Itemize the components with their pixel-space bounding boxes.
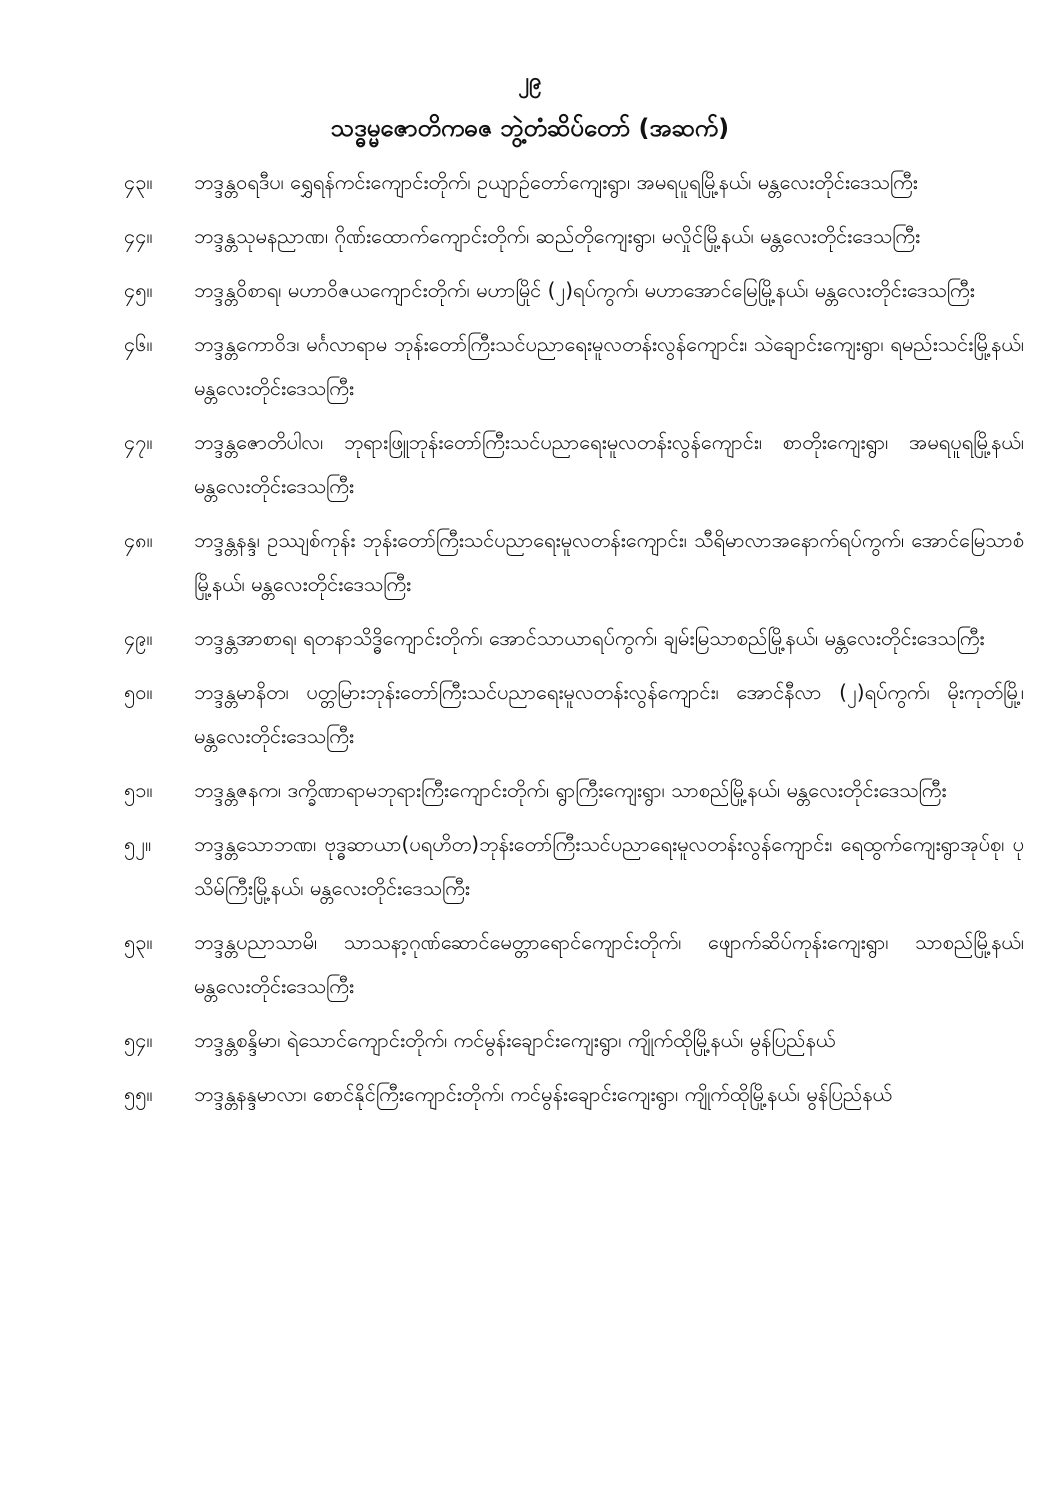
list-item (124, 616, 1024, 660)
list-item (124, 322, 1024, 410)
page-title: သဒ္ဓမ္မဇောတိကဓဇ ဘွဲ့တံဆိပ်တော် (အဆက်) (330, 114, 730, 142)
list-item (124, 268, 1024, 312)
list-item (124, 670, 1024, 758)
entry-text: ဘဒ္ဒန္တစန္ဒိမာ၊ ရဲသောင်ကျောင်းတိုက်၊ ကင်မွန်းချောင်းကျေးရွာ၊ ကျိုက်ထိုမြို့နယ်၊ မွန်ပြည်နယ် (194, 1028, 836, 1052)
list-item (124, 1072, 1024, 1116)
entry-text: ဘဒ္ဒန္တဇနက၊ ဒက္ခိဏာရာမဘုရားကြီးကျောင်းတိုက်၊ ရွာကြီးကျေးရွာ၊ သာစည်မြို့နယ်၊ မန္တလေးတိုင်းဒေသကြီး (194, 778, 947, 802)
entry-text: ဘဒ္ဒန္တဝိစာရ၊ မဟာဝိဇယကျောင်းတိုက်၊ မဟာမြိုင် (၂)ရပ်ကွက်၊ မဟာအောင်မြေမြို့နယ်၊ မန္တလေးတိုင်းဒေသကြီး (194, 278, 975, 302)
list-item (124, 822, 1024, 910)
entry-text: ဘဒ္ဒန္တသုမနညာဏ၊ ဂိုဏ်းထောက်ကျောင်းတိုက်၊ ဆည်တိုကျေးရွာ၊ မလှိုင်မြို့နယ်၊ မန္တလေးတိုင်းဒေသကြီး (194, 224, 921, 248)
entry-text: ဘဒ္ဒန္တအာစာရ၊ ရတနာသိဒ္ဓိကျောင်းတိုက်၊ အောင်သာယာရပ်ကွက်၊ ချမ်းမြသာစည်မြို့နယ်၊ မန္တလေးတိုင်းဒေသကြီး (194, 626, 985, 650)
entry-number: ၅၃။ (124, 930, 153, 954)
entry-number: ၄၇။ (124, 430, 153, 454)
entry-number: ၄၃။ (124, 170, 153, 194)
entry-number: ၅၄။ (124, 1028, 153, 1052)
list-item (124, 160, 1024, 204)
entry-number: ၄၈။ (124, 528, 153, 552)
entry-text: ဘဒ္ဒန္တသောဘဏ၊ ဗုဒ္ဓဆာယာ(ပရဟိတ)ဘုန်းတော်ကြီးသင်ပညာရေးမူလတန်းလွန်ကျောင်း၊ ရေထွက်ကျေးရွာအုပ်စု၊ ပုသိမ်ကြီးမြို့နယ်၊ မန္တလေးတိုင်းဒေသကြီး (194, 832, 1024, 900)
entry-text: ဘဒ္ဒန္တနန္ဒမာလာ၊ စောင်နိုင်ကြီးကျောင်းတိုက်၊ ကင်မွန်းချောင်းကျေးရွာ၊ ကျိုက်ထိုမြို့နယ်၊ မွန်ပြည်နယ် (194, 1082, 892, 1106)
list-item (124, 768, 1024, 812)
list-item (124, 420, 1024, 508)
list-item (124, 1018, 1024, 1062)
entry-text: ဘဒ္ဒန္တမာနိတ၊ ပတ္တမြားဘုန်းတော်ကြီးသင်ပညာရေးမူလတန်းလွန်ကျောင်း၊ အောင်နီလာ (၂)ရပ်ကွက်၊ မိုးကုတ်မြို့၊ မန္တလေးတိုင်းဒေသကြီး (194, 680, 1024, 748)
list-item (124, 518, 1024, 606)
page-number: ၂၉ (518, 69, 542, 94)
entry-number: ၄၄။ (124, 224, 153, 248)
list-item (124, 920, 1024, 1008)
entry-number: ၅၁။ (124, 778, 153, 802)
entry-number: ၅၀။ (124, 680, 153, 704)
entry-text: ဘဒ္ဒန္တဝရဒီပ၊ ရွှေရန်ကင်းကျောင်းတိုက်၊ ဥယျာဉ်တော်ကျေးရွာ၊ အမရပူရမြို့နယ်၊ မန္တလေးတိုင်းဒေသကြီး (194, 170, 918, 194)
entry-number: ၄၅။ (124, 278, 153, 302)
entry-text: ဘဒ္ဒန္တပညာသာမိ၊ သာသနာ့ဂုဏ်ဆောင်မေတ္တာရောင်ကျောင်းတိုက်၊ ဖျောက်ဆိပ်ကုန်းကျေးရွာ၊ သာစည်မြို့နယ်၊ မန္တလေးတိုင်းဒေသကြီး (194, 930, 1024, 998)
entry-list (124, 160, 1024, 1126)
entry-number: ၄၆။ (124, 332, 153, 356)
entry-text: ဘဒ္ဒန္တဇောတိပါလ၊ ဘုရားဖြူဘုန်းတော်ကြီးသင်ပညာရေးမူလတန်းလွန်ကျောင်း၊ စာတိုးကျေးရွာ၊ အမရပူရမြို့နယ်၊ မန္တလေးတိုင်းဒေသကြီး (194, 430, 1024, 498)
entry-number: ၄၉။ (124, 626, 153, 650)
entry-text: ဘဒ္ဒန္တကောဝိဒ၊ မင်္ဂလာရာမ ဘုန်းတော်ကြီးသင်ပညာရေးမူလတန်းလွန်ကျောင်း၊ သဲချောင်းကျေးရွာ၊ ရမည်းသင်းမြို့နယ်၊ မန္တလေးတိုင်းဒေသကြီး (194, 332, 1024, 400)
entry-number: ၅၅။ (124, 1082, 153, 1106)
entry-text: ဘဒ္ဒန္တနန္ဒ၊ ဥဿျစ်ကုန်း ဘုန်းတော်ကြီးသင်ပညာရေးမူလတန်းကျောင်း၊ သီရိမာလာအနောက်ရပ်ကွက်၊ အောင်မြေသာစံမြို့နယ်၊ မန္တလေးတိုင်းဒေသကြီး (194, 528, 1024, 596)
list-item (124, 214, 1024, 258)
entry-number: ၅၂။ (124, 832, 152, 856)
